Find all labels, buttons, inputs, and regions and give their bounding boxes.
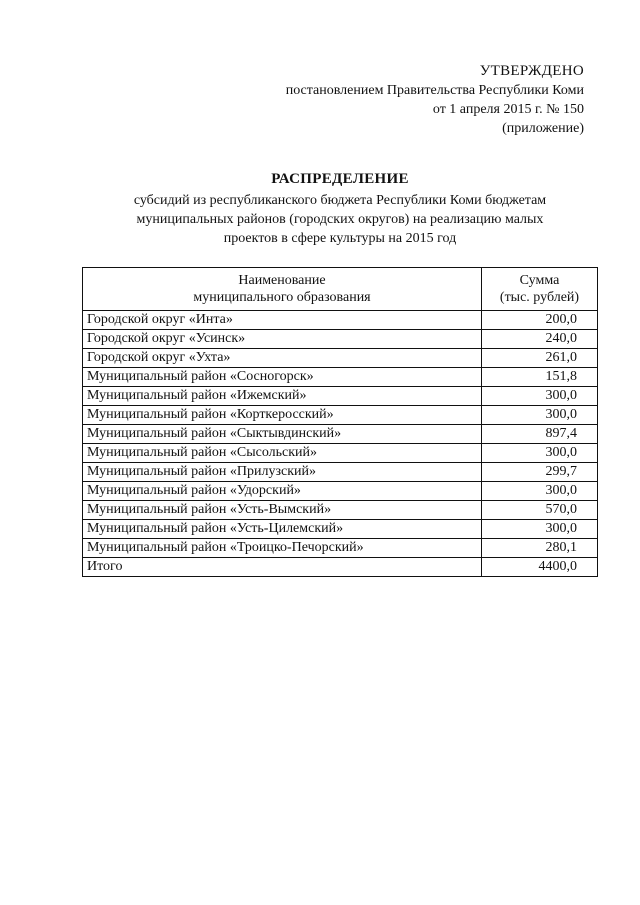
document-subtitle-line-1: субсидий из республиканского бюджета Республики Коми бюджетам [133, 193, 547, 208]
header-name-column [83, 268, 482, 311]
row-name: Муниципальный район «Сысольский» [83, 444, 482, 463]
approval-decree: постановлением Правительства Республики Коми [285, 83, 584, 98]
row-name: Муниципальный район «Удорский» [83, 482, 482, 501]
row-sum: 200,0 [482, 311, 598, 330]
document-subtitle-line-2: муниципальных районов (городских округов) на реализацию малых [136, 212, 544, 227]
document-heading [80, 170, 600, 248]
table-row [83, 463, 598, 482]
total-label: Итого [83, 558, 482, 577]
row-name: Муниципальный район «Прилузский» [83, 463, 482, 482]
row-name: Городской округ «Усинск» [83, 330, 482, 349]
approval-date: от 1 апреля 2015 г. № 150 [432, 102, 584, 117]
table-row [83, 330, 598, 349]
row-sum: 300,0 [482, 406, 598, 425]
approval-title: УТВЕРЖДЕНО [479, 63, 584, 79]
table-row [83, 349, 598, 368]
row-name: Муниципальный район «Сыктывдинский» [83, 425, 482, 444]
row-sum: 300,0 [482, 482, 598, 501]
row-sum: 151,8 [482, 368, 598, 387]
header-name-line-1: Наименование [238, 273, 326, 288]
row-name: Городской округ «Инта» [83, 311, 482, 330]
table-row [83, 406, 598, 425]
row-name: Муниципальный район «Ижемский» [83, 387, 482, 406]
document-title: РАСПРЕДЕЛЕНИЕ [271, 171, 409, 187]
row-sum: 300,0 [482, 387, 598, 406]
row-sum: 570,0 [482, 501, 598, 520]
row-name: Муниципальный район «Усть-Цилемский» [83, 520, 482, 539]
table-row [83, 482, 598, 501]
row-sum: 240,0 [482, 330, 598, 349]
header-sum-line-2: (тыс. рублей) [499, 290, 580, 305]
header-sum-line-1: Сумма [519, 273, 560, 288]
row-sum: 300,0 [482, 444, 598, 463]
table-row [83, 425, 598, 444]
row-sum: 897,4 [482, 425, 598, 444]
table-row [83, 311, 598, 330]
header-sum-column [482, 268, 598, 311]
header-name-line-2: муниципального образования [193, 290, 371, 305]
row-sum: 299,7 [482, 463, 598, 482]
table-row [83, 444, 598, 463]
document-subtitle-line-3: проектов в сфере культуры на 2015 год [223, 231, 457, 246]
table-row [83, 368, 598, 387]
table-total-row [83, 558, 598, 577]
row-name: Городской округ «Ухта» [83, 349, 482, 368]
total-sum: 4400,0 [482, 558, 598, 577]
row-name: Муниципальный район «Корткеросский» [83, 406, 482, 425]
distribution-table [82, 267, 598, 577]
row-sum: 280,1 [482, 539, 598, 558]
table-header-row [83, 268, 598, 311]
row-sum: 261,0 [482, 349, 598, 368]
table-row [83, 520, 598, 539]
table-row [83, 387, 598, 406]
row-name: Муниципальный район «Троицко-Печорский» [83, 539, 482, 558]
approval-appendix: (приложение) [502, 121, 584, 136]
row-name: Муниципальный район «Усть-Вымский» [83, 501, 482, 520]
row-sum: 300,0 [482, 520, 598, 539]
row-name: Муниципальный район «Сосногорск» [83, 368, 482, 387]
table-row [83, 539, 598, 558]
approval-block [286, 62, 584, 138]
table-row [83, 501, 598, 520]
